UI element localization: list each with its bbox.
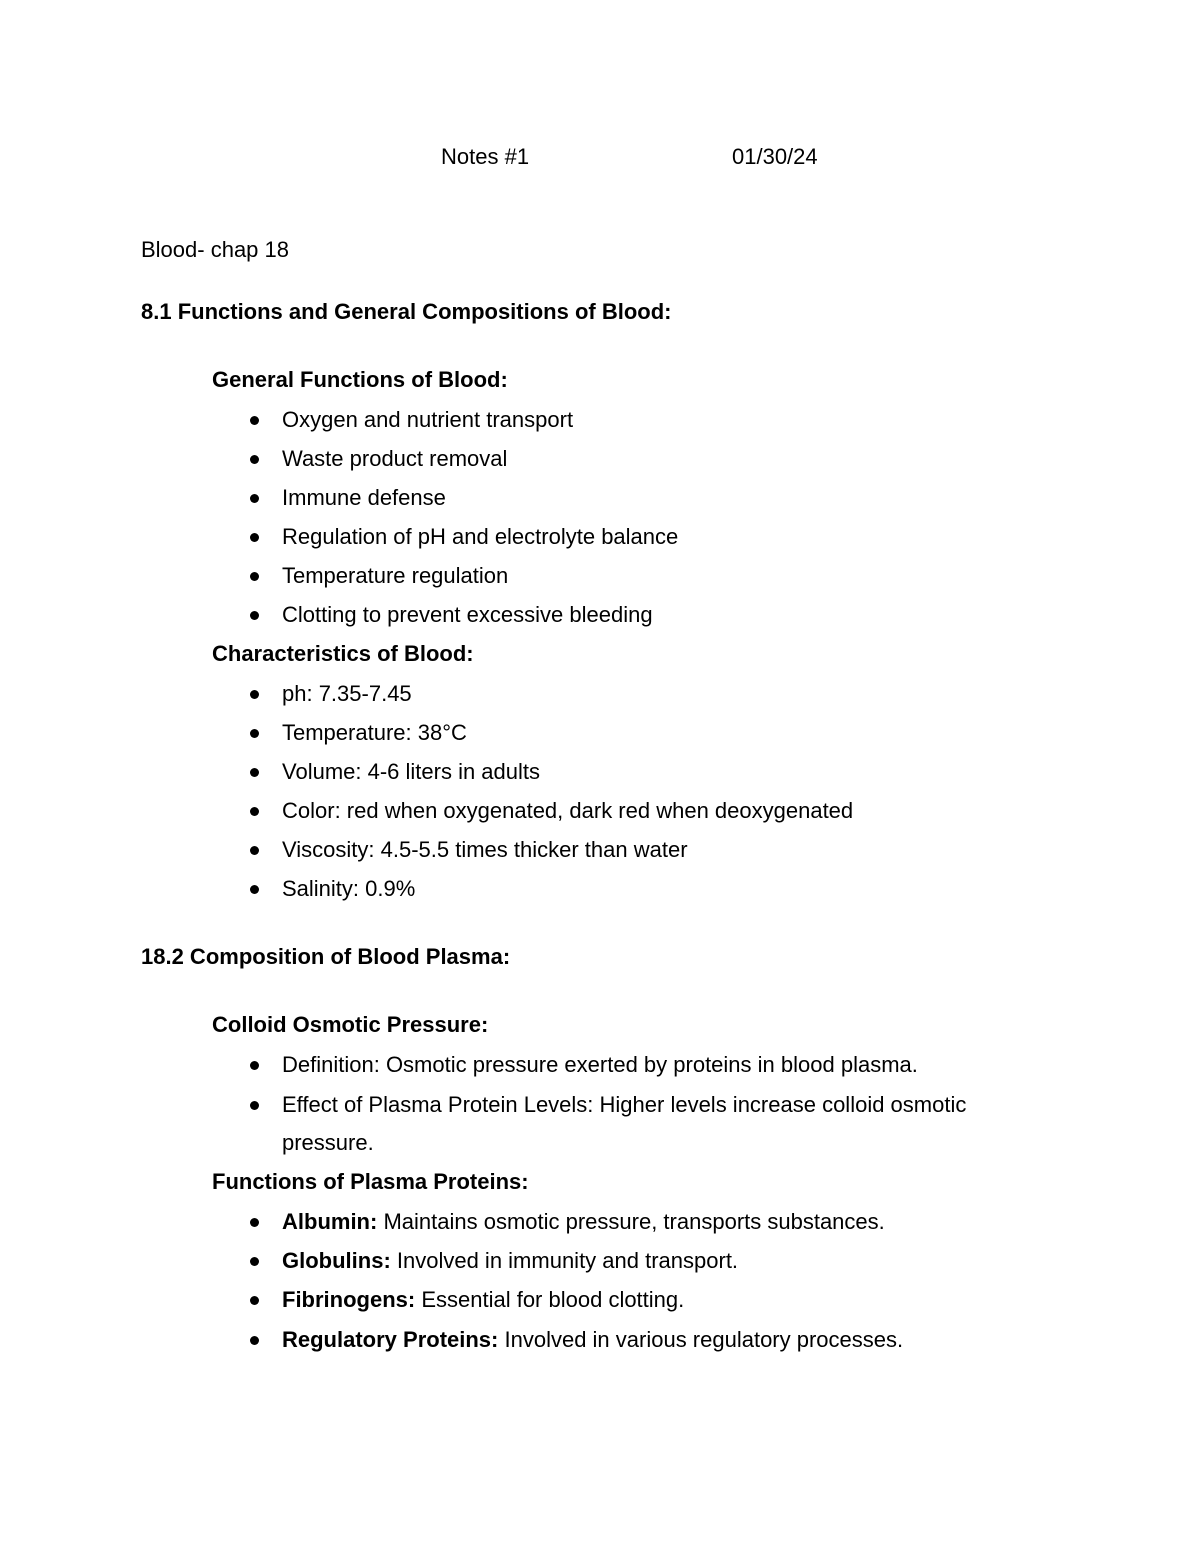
bullet-icon [250, 1218, 259, 1227]
notes-date: 01/30/24 [732, 144, 818, 169]
bullet-icon [250, 533, 259, 542]
bullet-icon [250, 1101, 259, 1110]
general-functions-heading: General Functions of Blood: [212, 367, 508, 392]
characteristics-heading: Characteristics of Blood: [212, 641, 474, 666]
term-description: Involved in immunity and transport. [390, 1248, 739, 1273]
term-description: Involved in various regulatory processes. [498, 1327, 904, 1352]
bullet-icon [250, 494, 259, 503]
bullet-icon [250, 690, 259, 699]
bullet-icon [250, 768, 259, 777]
term: Regulatory Proteins: [282, 1327, 499, 1352]
bullet-icon [250, 1257, 259, 1266]
list-item-continuation: pressure. [282, 1130, 374, 1155]
colloid-heading: Colloid Osmotic Pressure: [212, 1012, 489, 1037]
document-page: Notes #1 01/30/24 Blood- chap 18 8.1 Functions and General Compositions of Blood: General Functions of Blood: Oxygen and nutrient transport Waste product removal Immune defense Regulation of pH and electrolyte balance Temperature regulation Clotting to prevent excessive bleeding Characteristics of Blood: ph: 7.35-7.45 Temperature: 38°C Volume: 4-6 liters in adults Color: red when oxygenated, dark red when deoxygenated Viscosity: 4.5-5.5 times thicker than water Salinity: 0.9% 18.2 Composition of Blood Plasma: Colloid Osmotic Pressure: Definition: Osmotic pressure exerted by proteins in blood plasma. Effect of Plasma Protein Levels: Higher levels increase colloid osmotic pressure. Functions of Plasma Proteins: Albumin: Maintains osmotic pressure, transports substances. Globulins: Involved in immunity and transport. Fibrinogens: Essential for blood clotting. Regulatory Proteins: Involved in various regulatory processes. [141, 144, 967, 1352]
bullet-icon [250, 611, 259, 620]
term-description: Essential for blood clotting. [415, 1287, 685, 1312]
bullet-icon [250, 455, 259, 464]
bullet-icon [250, 1336, 259, 1345]
term: Globulins: [282, 1248, 391, 1273]
section-2-heading: 18.2 Composition of Blood Plasma: [141, 944, 511, 969]
bullet-icon [250, 807, 259, 816]
bullet-icon [250, 1061, 259, 1070]
subject-line: Blood- chap 18 [141, 237, 289, 262]
plasma-proteins-heading: Functions of Plasma Proteins: [212, 1169, 529, 1194]
bullet-icon [250, 885, 259, 894]
bullet-icon [250, 846, 259, 855]
bullet-icon [250, 1296, 259, 1305]
term: Albumin: [282, 1209, 378, 1234]
bullet-icon [250, 572, 259, 581]
section-1-heading: 8.1 Functions and General Compositions of Blood: [141, 299, 672, 324]
bullet-icon [250, 729, 259, 738]
term-description: Maintains osmotic pressure, transports substances. [377, 1209, 885, 1234]
notes-label: Notes #1 [441, 144, 530, 169]
term: Fibrinogens: [282, 1287, 416, 1312]
bullet-icon [250, 416, 259, 425]
